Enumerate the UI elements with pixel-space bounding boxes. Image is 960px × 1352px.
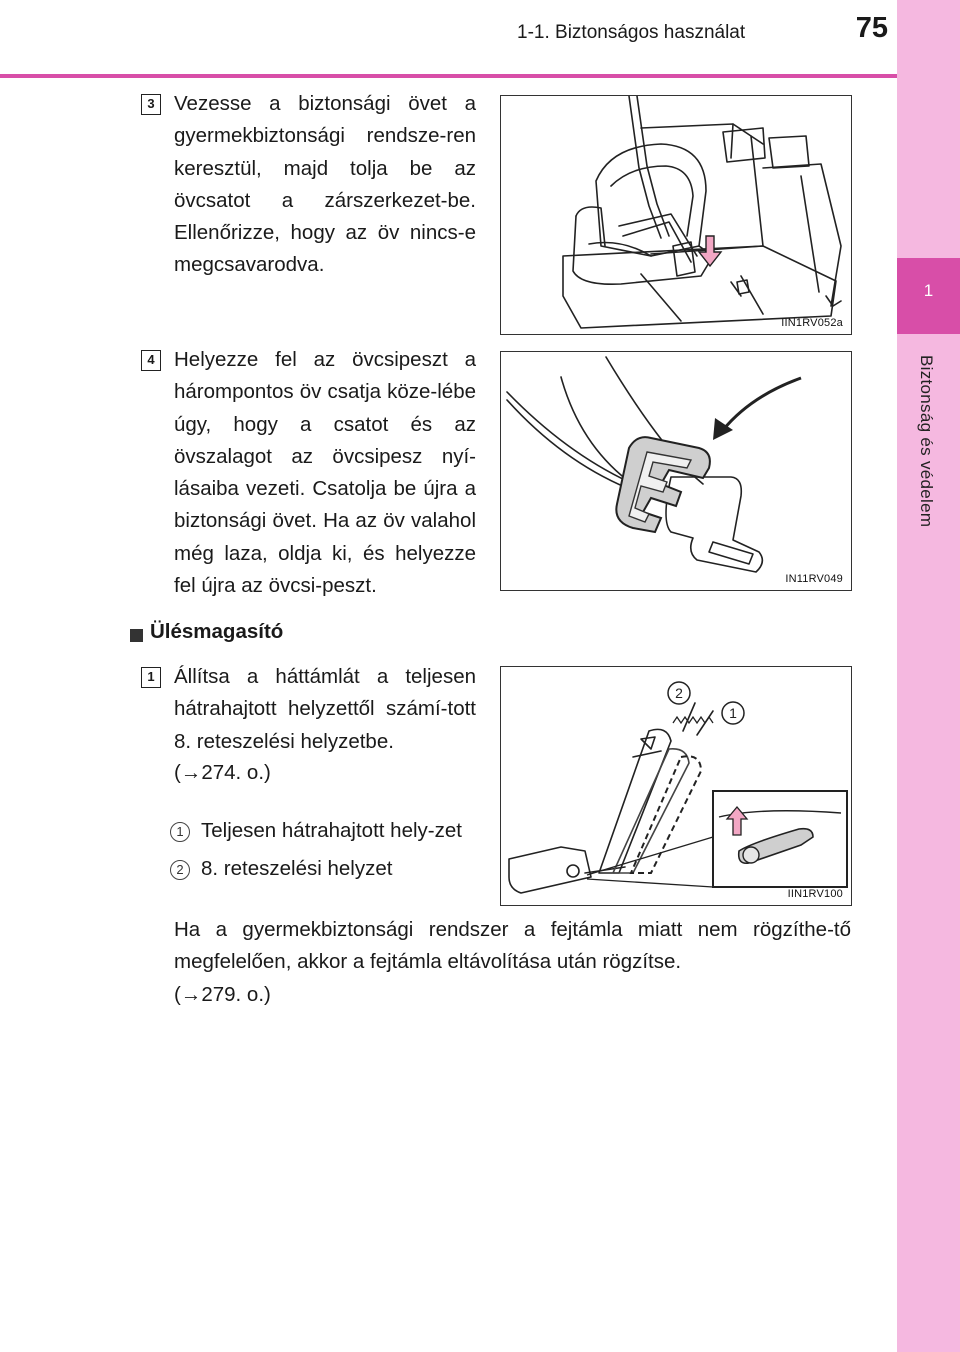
section-title: 1-1. Biztonságos használat xyxy=(517,22,746,43)
chapter-sidebar xyxy=(897,0,960,1352)
belt-clip-illustration xyxy=(501,352,853,592)
item-number: 1 xyxy=(170,822,190,842)
page-number: 75 xyxy=(855,12,888,44)
figure-code: IIN1RV100 xyxy=(787,888,843,900)
item-number: 2 xyxy=(170,860,190,880)
chapter-label: Biztonság és védelem xyxy=(917,355,936,528)
step-badge: 1 xyxy=(141,667,161,688)
note-text: Ha a gyermekbiztonsági rendszer a fejtámla miatt nem rögzíthe-tő megfelelően, akkor a fejtámla eltávolítása után rögzítse. xyxy=(174,918,851,974)
figure-code: IIN1RV052a xyxy=(781,317,843,329)
note-reference: (→279. o.) xyxy=(174,983,271,1006)
step-text: Vezesse a biztonsági övet a gyermekbiztonsági rendsze-ren keresztül, majd tolja be az övcsatot a zárszerkezet-be. Ellenőrizze, hogy az öv nincs-e megcsavarodva. xyxy=(174,92,476,277)
step-badge: 4 xyxy=(141,350,161,371)
step-badge: 3 xyxy=(141,94,161,115)
item-text: Teljesen hátrahajtott hely-zet xyxy=(201,819,462,842)
chapter-number: 1 xyxy=(923,281,934,300)
heading-bullet-icon xyxy=(130,629,143,642)
step-reference: (→274. o.) xyxy=(174,761,271,784)
section-heading: Ülésmagasító xyxy=(150,620,284,643)
seat-recline-illustration xyxy=(501,667,853,907)
figure-seat-recline xyxy=(500,666,852,906)
figure-label-1: 1 xyxy=(729,705,737,721)
item-text: 8. reteszelési helyzet xyxy=(201,857,393,880)
figure-label-2: 2 xyxy=(675,685,683,701)
step-text: Helyezze fel az övcsipeszt a hárompontos öv csatja köze-lébe úgy, hogy a csatot és az övszalagot az övcsipesz nyí-lásaiba vezeti. Csatolja be újra a biztonsági övet. Ha az öv valahol még laza, oldja ki, és helyezze fel újra az övcsi-peszt. xyxy=(174,348,476,598)
figure-child-seat-belt xyxy=(500,95,852,335)
header-rule xyxy=(0,74,897,78)
child-seat-illustration xyxy=(501,96,853,336)
figure-belt-clip xyxy=(500,351,852,591)
figure-code: IN11RV049 xyxy=(785,573,843,585)
step-text: Állítsa a háttámlát a teljesen hátrahajtott helyzettől számí-tott 8. reteszelési helyzetbe. xyxy=(174,665,476,753)
